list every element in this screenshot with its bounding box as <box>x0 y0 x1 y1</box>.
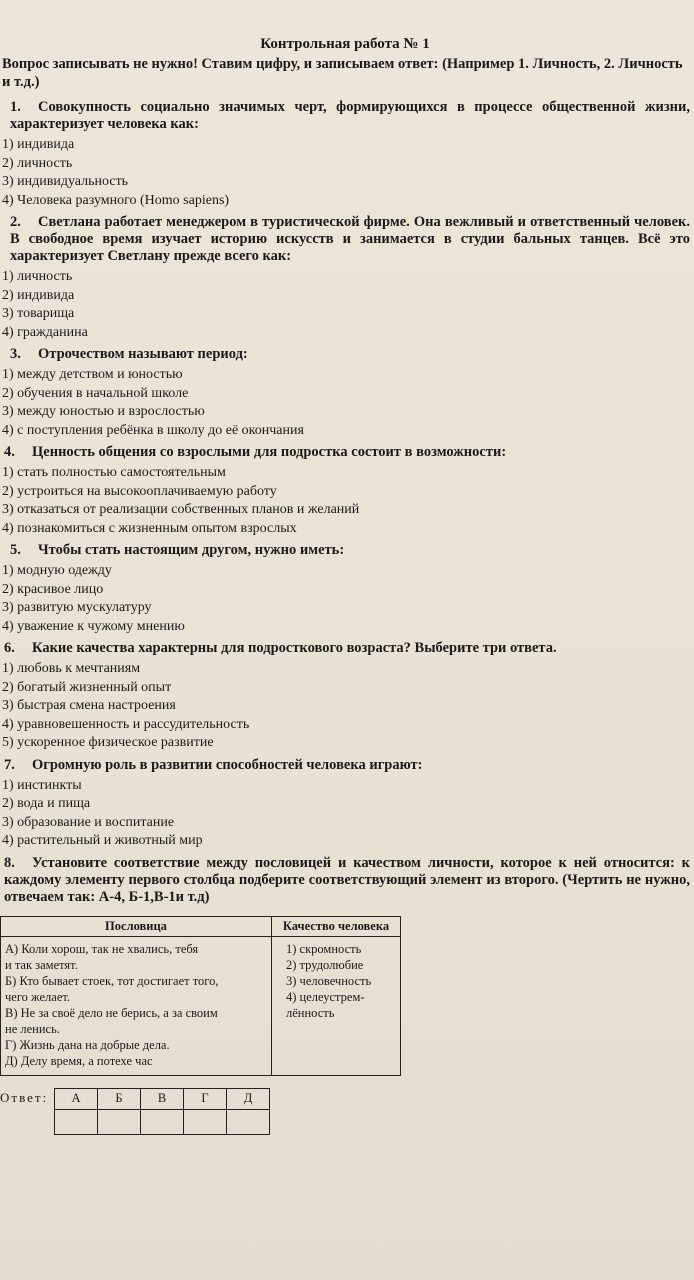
answer-option: 2) богатый жизненный опыт <box>2 679 172 695</box>
answer-option: 4) Человека разумного (Homo sapiens) <box>2 192 230 208</box>
answer-cell[interactable] <box>98 1109 141 1134</box>
answer-letter-header: Г <box>184 1088 227 1109</box>
page-title: Контрольная работа № 1 <box>260 36 430 52</box>
question-prompt: Огромную роль в развитии способностей человека играют: <box>32 756 423 773</box>
question-prompt: Чтобы стать настоящим другом, нужно иметь: <box>38 542 345 558</box>
question-number: 2. <box>10 214 21 230</box>
quality-item: 1) скромность <box>286 941 362 956</box>
answer-letter-header: В <box>141 1088 184 1109</box>
answer-option: 2) личность <box>2 155 73 171</box>
question-list <box>0 99 690 906</box>
question-block <box>0 640 690 753</box>
answer-option: 3) развитую мускулатуру <box>2 600 152 615</box>
quality-column-header: Качество человека <box>272 916 401 936</box>
question-block <box>0 214 690 342</box>
answer-letter-header: Б <box>98 1088 141 1109</box>
question-number: 8. <box>4 854 15 871</box>
question-number: 5. <box>10 542 21 558</box>
answer-option: 3) товарища <box>2 306 75 321</box>
answer-option: 1) индивида <box>2 137 75 152</box>
answer-option: 1) стать полностью самостоятельным <box>2 465 226 480</box>
question-prompt: Ценность общения со взрослыми для подростка состоит в возможности: <box>32 444 507 460</box>
answer-grid <box>54 1088 270 1135</box>
answer-option: 3) между юностью и взрослостью <box>2 404 205 419</box>
question-prompt: Совокупность социально значимых черт, формирующихся в процессе общественной жизни, характеризует человека как: <box>10 99 690 132</box>
quality-item: 4) целеустрем- лённость <box>286 989 365 1020</box>
answer-cell[interactable] <box>55 1109 98 1134</box>
answer-option: 2) красивое лицо <box>2 581 104 597</box>
answer-option: 4) уважение к чужому мнению <box>2 618 185 634</box>
question-text <box>0 640 690 657</box>
answer-option: 4) уравновешенность и рассудительность <box>2 716 250 732</box>
answer-option: 3) отказаться от реализации собственных планов и желаний <box>2 502 360 517</box>
proverb-item: А) Коли хорош, так не хвались, тебя и так заметят. <box>5 941 199 972</box>
answer-option: 1) модную одежду <box>2 563 112 578</box>
question-text <box>0 346 690 363</box>
question-block <box>0 542 690 636</box>
answer-option: 3) образование и воспитание <box>2 814 175 830</box>
question-number: 6. <box>4 640 15 656</box>
proverb-item: Б) Кто бывает стоек, тот достигает того, чего желает. <box>5 973 219 1004</box>
question-number: 4. <box>4 444 15 460</box>
matching-table <box>0 916 401 1076</box>
question-text <box>0 444 690 461</box>
answer-option: 3) быстрая смена настроения <box>2 698 176 713</box>
answer-letter-header: Д <box>227 1088 270 1109</box>
answer-option: 1) личность <box>2 269 73 284</box>
proverb-item: Д) Делу время, а потехе час <box>5 1053 153 1068</box>
proverb-item: Г) Жизнь дана на добрые дела. <box>5 1037 170 1052</box>
question-block <box>0 855 690 906</box>
answer-option: 5) ускоренное физическое развитие <box>2 735 214 750</box>
answer-option: 2) устроиться на высокооплачиваемую работу <box>2 483 277 499</box>
answer-option: 2) обучения в начальной школе <box>2 385 189 401</box>
answer-cell[interactable] <box>227 1109 270 1134</box>
answer-option: 4) гражданина <box>2 324 88 340</box>
question-prompt: Отрочеством называют период: <box>38 346 248 362</box>
question-prompt: Какие качества характерны для подросткового возраста? Выберите три ответа. <box>32 640 557 656</box>
proverb-list <box>1 936 272 1075</box>
proverb-item: В) Не за своё дело не берись, а за своим не ленись. <box>5 1005 218 1036</box>
answer-option: 4) растительный и животный мир <box>2 833 203 848</box>
question-block <box>0 444 690 538</box>
answer-option: 1) любовь к мечтаниям <box>2 661 141 676</box>
question-text <box>0 214 690 265</box>
question-prompt: Установите соответствие между пословицей и качеством личности, которое к ней относится: к каждому элементу первого столбца подберите соответствующий элемент из второго. (Чертить не нужно, отвечаем так: А-4, Б-1,В-1и т.д) <box>4 854 690 905</box>
question-block <box>0 99 690 210</box>
answer-cell[interactable] <box>184 1109 227 1134</box>
question-text <box>0 99 690 133</box>
answer-label: Ответ: <box>0 1089 49 1105</box>
quality-item: 3) человечность <box>286 973 372 988</box>
answer-option: 2) вода и пища <box>2 796 91 811</box>
question-number: 1. <box>10 99 21 115</box>
answer-option: 1) между детством и юностью <box>2 367 183 382</box>
answer-option: 4) с поступления ребёнка в школу до её окончания <box>2 422 304 438</box>
answer-option: 2) индивида <box>2 287 75 303</box>
question-block <box>0 346 690 440</box>
answer-option: 1) инстинкты <box>2 777 82 793</box>
question-block <box>0 757 690 851</box>
question-number: 3. <box>10 346 21 362</box>
quality-item: 2) трудолюбие <box>286 957 364 972</box>
quality-list <box>272 936 401 1075</box>
question-text <box>0 542 690 559</box>
answer-option: 3) индивидуальность <box>2 174 129 189</box>
question-text <box>0 757 690 774</box>
question-prompt: Светлана работает менеджером в туристической фирме. Она вежливый и ответственный человек. В свободное время изучает историю искусств и занимается в студии бальных танцев. Всё это характеризует Светлану прежде всего как: <box>10 214 690 264</box>
question-number: 7. <box>4 756 15 773</box>
question-text <box>0 855 690 906</box>
answer-letter-header: А <box>55 1088 98 1109</box>
answer-cell[interactable] <box>141 1109 184 1134</box>
answer-option: 4) познакомиться с жизненным опытом взрослых <box>2 520 297 536</box>
proverb-column-header: Пословица <box>1 916 272 936</box>
instructions: Вопрос записывать не нужно! Ставим цифру, и записываем ответ: (Например 1. Личность, 2. Личность и т.д.) <box>2 56 683 90</box>
answer-section <box>0 1088 690 1135</box>
